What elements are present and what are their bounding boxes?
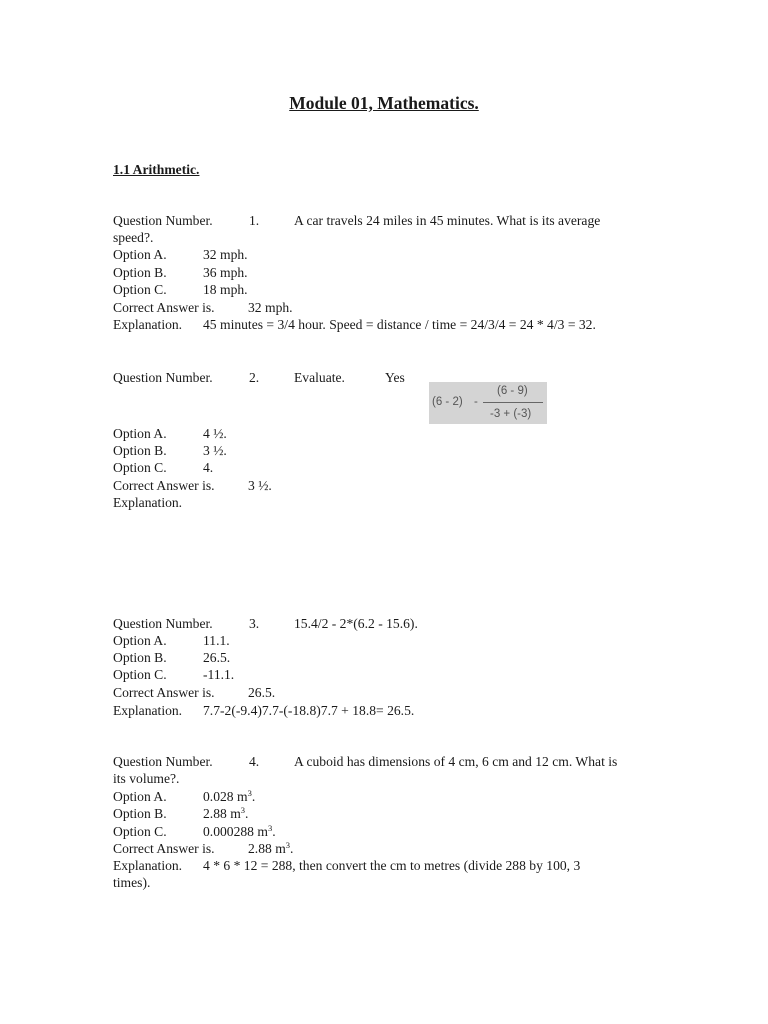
question-number-label: Question Number. xyxy=(113,213,213,228)
question-number: 1. xyxy=(249,213,260,228)
explanation-text: 4 * 6 * 12 = 288, then convert the cm to metres (divide 288 by 100, 3 xyxy=(203,858,581,873)
question-number: 2. xyxy=(249,370,260,385)
option-a-label: Option A. xyxy=(113,426,167,441)
correct-answer-label: Correct Answer is. xyxy=(113,841,215,856)
question-text: Evaluate. xyxy=(294,370,345,385)
explanation-label: Explanation. xyxy=(113,495,183,510)
option-b-label: Option B. xyxy=(113,650,167,665)
question-text-continued: its volume?. xyxy=(113,771,180,786)
option-b-value: 3 ½. xyxy=(203,443,227,458)
option-a-label: Option A. xyxy=(113,789,167,804)
option-c-label: Option C. xyxy=(113,282,167,297)
option-b-label: Option B. xyxy=(113,806,167,821)
formula-numerator: (6 - 9) xyxy=(497,385,528,397)
option-a-value: 0.028 $m^3$. xyxy=(203,788,256,804)
fraction-bar xyxy=(483,402,543,403)
question-text: A cuboid has dimensions of 4 cm, 6 cm and 12 cm. What is xyxy=(294,754,618,769)
explanation-text-continued: times). xyxy=(113,875,151,890)
explanation-text: 45 minutes = 3/4 hour. Speed = distance / time = 24/3/4 = 24 * 4/3 = 32. xyxy=(203,317,596,332)
correct-answer-label: Correct Answer is. xyxy=(113,478,215,493)
page-title: Module 01, Mathematics. xyxy=(289,93,479,113)
question-text-continued: speed?. xyxy=(113,230,154,245)
option-c-label: Option C. xyxy=(113,667,167,682)
question-text: 15.4/2 - 2*(6.2 - 15.6). xyxy=(294,616,418,631)
option-b-value: 2.88 $m^3$. xyxy=(203,805,249,821)
cubic-exponent: 3 xyxy=(285,840,291,850)
option-a-label: Option A. xyxy=(113,633,167,648)
option-c-value: 4. xyxy=(203,460,214,475)
correct-answer-value: 32 mph. xyxy=(248,300,293,315)
explanation-label: Explanation. xyxy=(113,703,183,718)
option-b-value: 36 mph. xyxy=(203,265,248,280)
question-number-label: Question Number. xyxy=(113,616,213,631)
option-c-value: 0.000288 $m^3$. xyxy=(203,823,276,839)
section-heading: 1.1 Arithmetic. xyxy=(113,162,200,177)
formula-left-term: (6 - 2) xyxy=(432,396,463,408)
question-number-label: Question Number. xyxy=(113,370,213,385)
option-a-label: Option A. xyxy=(113,247,167,262)
question-number-label: Question Number. xyxy=(113,754,213,769)
cubic-exponent: 3 xyxy=(267,823,273,833)
option-b-label: Option B. xyxy=(113,443,167,458)
question-text: A car travels 24 miles in 45 minutes. What is its average xyxy=(294,213,601,228)
explanation-label: Explanation. xyxy=(113,317,183,332)
option-b-value: 26.5. xyxy=(203,650,231,665)
question-number: 3. xyxy=(249,616,260,631)
option-c-label: Option C. xyxy=(113,460,167,475)
correct-answer-value: 2.88 $m^3$. xyxy=(248,840,294,856)
question-number: 4. xyxy=(249,754,260,769)
explanation-text: 7.7-2(-9.4)7.7-(-18.8)7.7 + 18.8= 26.5. xyxy=(203,703,415,718)
formula-minus-sign: - xyxy=(474,396,478,408)
correct-answer-label: Correct Answer is. xyxy=(113,300,215,315)
formula-image xyxy=(429,382,547,424)
option-b-label: Option B. xyxy=(113,265,167,280)
correct-answer-value: 26.5. xyxy=(248,685,276,700)
correct-answer-label: Correct Answer is. xyxy=(113,685,215,700)
option-c-label: Option C. xyxy=(113,824,167,839)
explanation-label: Explanation. xyxy=(113,858,183,873)
option-c-value: -11.1. xyxy=(203,667,235,682)
option-a-value: 4 ½. xyxy=(203,426,227,441)
question-extra-text: Yes xyxy=(385,370,405,385)
cubic-exponent: 3 xyxy=(240,805,246,815)
formula-denominator: -3 + (-3) xyxy=(490,408,532,420)
option-a-value: 32 mph. xyxy=(203,247,248,262)
correct-answer-value: 3 ½. xyxy=(248,478,272,493)
option-c-value: 18 mph. xyxy=(203,282,248,297)
cubic-exponent: 3 xyxy=(247,788,252,798)
option-a-value: 11.1. xyxy=(203,633,230,648)
